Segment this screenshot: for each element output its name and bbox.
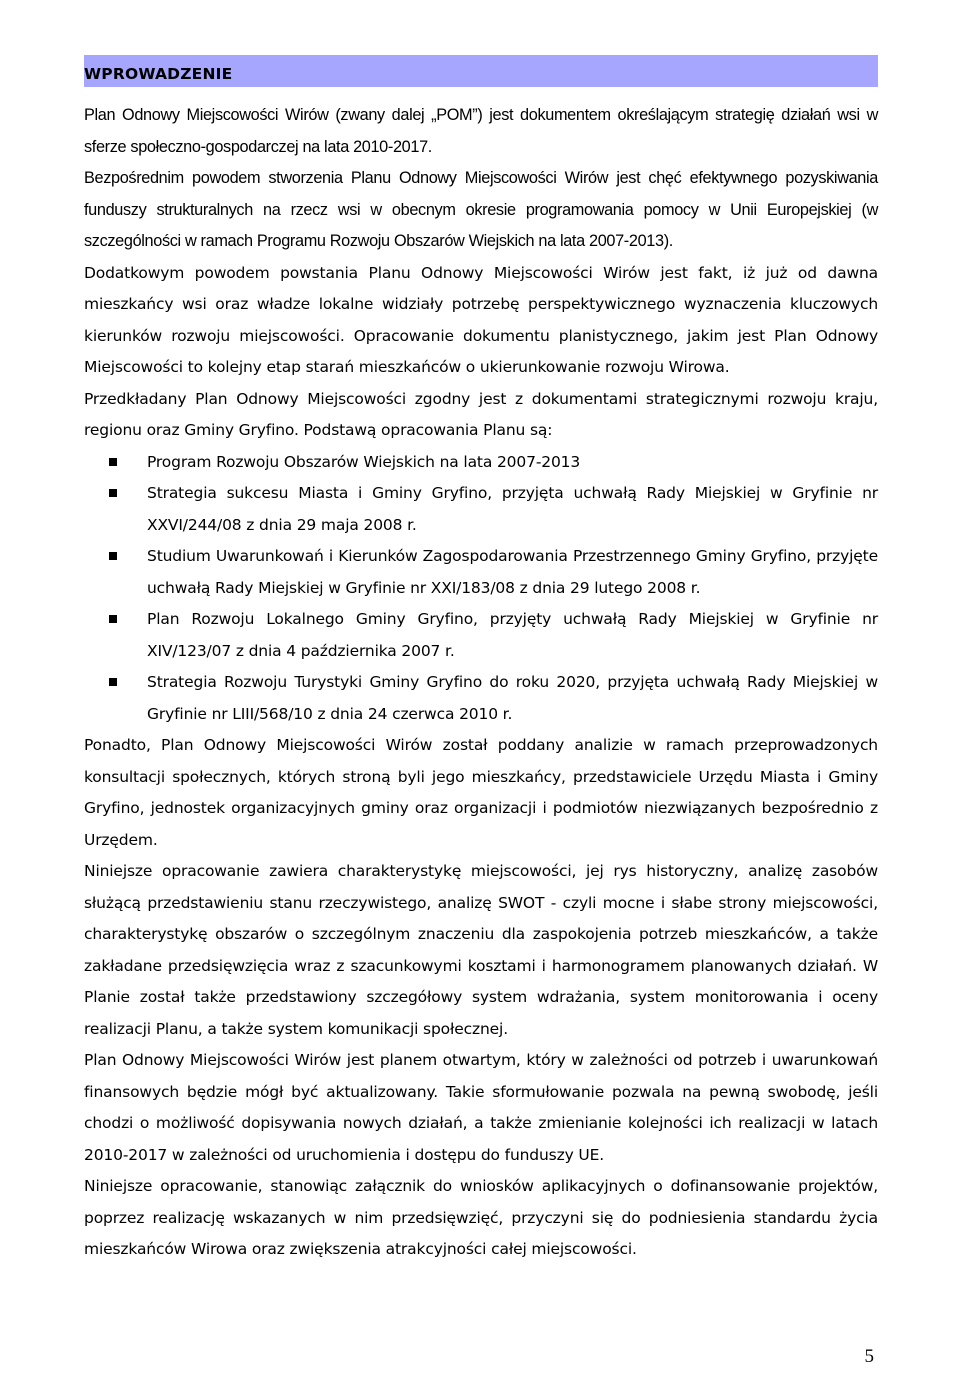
- list-item-text: Plan Rozwoju Lokalnego Gminy Gryfino, przyjęty uchwałą Rady Miejskiej w Gryfinie nr XIV/123/07 z dnia 4 października 2007 r.: [147, 610, 878, 660]
- square-bullet-icon: [109, 552, 117, 560]
- document-page: [84, 55, 878, 1266]
- square-bullet-icon: [109, 615, 117, 623]
- list-item-text: Strategia Rozwoju Turystyki Gminy Gryfino do roku 2020, przyjęta uchwałą Rady Miejskiej w Gryfinie nr LIII/568/10 z dnia 24 czerwca 2010 r.: [147, 673, 878, 723]
- list-item: [84, 541, 878, 604]
- square-bullet-icon: [109, 489, 117, 497]
- list-item: [84, 447, 878, 479]
- section-heading: [84, 55, 878, 87]
- list-item: [84, 667, 878, 730]
- list-item: [84, 604, 878, 667]
- compliance-paragraph: Przedkładany Plan Odnowy Miejscowości zgodny jest z dokumentami strategicznymi rozwoju kraju, regionu oraz Gminy Gryfino. Podstawą opracowania Planu są:: [84, 389, 878, 439]
- bases-list: [84, 447, 878, 731]
- closing-paragraph: Niniejsze opracowanie, stanowiąc załącznik do wniosków aplikacyjnych o dofinansowanie projektów, poprzez realizację wskazanych w nim przedsięwzięć, przyczyni się do podniesienia standardu życia mieszkańców Wirowa oraz zwiększenia atrakcyjności całej miejscowości.: [84, 1177, 878, 1258]
- consultation-paragraph: Ponadto, Plan Odnowy Miejscowości Wirów został poddany analizie w ramach przeprowadzonych konsultacji społecznych, których stroną byli jego mieszkańcy, przedstawiciele Urzędu Miasta i Gminy Gryfino, jednostek organizacyjnych gminy oraz organizacji i podmiotów niezwiązanych bezpośrednio z Urzędem.: [84, 736, 878, 849]
- contents-paragraph: Niniejsze opracowanie zawiera charakterystykę miejscowości, jej rys historyczny, analizę zasobów służącą przedstawieniu stanu rzeczywistego, analizę SWOT - czyli mocne i słabe strony miejscowości, charakterystykę obszarów o szczególnym znaczeniu dla zaspokojenia potrzeb mieszkańców, a także zakładane przedsięwzięcia wraz z szacunkowymi kosztami i harmonogramem planowanych działań. W Planie został także przedstawiony szczegółowy system wdrażania, system monitorowania i oceny realizacji Planu, a także system komunikacji społecznej.: [84, 862, 878, 1038]
- motive-paragraph-2: Dodatkowym powodem powstania Planu Odnowy Miejscowości Wirów jest fakt, iż już od dawna mieszkańcy wsi oraz władze lokalne widziały potrzebę perspektywicznego wyznaczenia kluczowych kierunków rozwoju miejscowości. Opracowanie dokumentu planistycznego, jakim jest Plan Odnowy Miejscowości to kolejny etap starań mieszkańców o ukierunkowanie rozwoju Wirowa.: [84, 263, 878, 376]
- open-plan-paragraph: Plan Odnowy Miejscowości Wirów jest planem otwartym, który w zależności od potrzeb i uwarunkowań finansowych będzie mógł być aktualizowany. Takie sformułowanie pozwala na pewną swobodę, jeśli chodzi o możliwość dopisywania nowych działań, a także zmienianie kolejności ich realizacji w latach 2010-2017 w zależności od uruchomienia i dostępu do funduszy UE.: [84, 1051, 878, 1164]
- list-item-text: Strategia sukcesu Miasta i Gminy Gryfino, przyjęta uchwałą Rady Miejskiej w Gryfinie nr XXVI/244/08 z dnia 29 maja 2008 r.: [147, 484, 878, 534]
- section-heading-text: WPROWADZENIE: [84, 65, 233, 83]
- list-item-text: Program Rozwoju Obszarów Wiejskich na lata 2007-2013: [147, 452, 581, 471]
- intro-paragraph: Plan Odnowy Miejscowości Wirów (zwany dalej „POM”) jest dokumentem określającym strategię działań wsi w sferze społeczno-gospodarczej na lata 2010-2017.: [84, 106, 878, 156]
- list-item-text: Studium Uwarunkowań i Kierunków Zagospodarowania Przestrzennego Gminy Gryfino, przyjęte uchwałą Rady Miejskiej w Gryfinie nr XXI/183/08 z dnia 29 lutego 2008 r.: [147, 547, 878, 597]
- square-bullet-icon: [109, 458, 117, 466]
- square-bullet-icon: [109, 678, 117, 686]
- page-number: 5: [864, 1346, 874, 1367]
- motive-paragraph-1: Bezpośrednim powodem stworzenia Planu Odnowy Miejscowości Wirów jest chęć efektywnego pozyskiwania funduszy strukturalnych na rzecz wsi w obecnym okresie programowania pomocy w Unii Europejskiej (w szczególności w ramach Programu Rozwoju Obszarów Wiejskich na lata 2007-2013).: [84, 169, 878, 250]
- list-item: [84, 478, 878, 541]
